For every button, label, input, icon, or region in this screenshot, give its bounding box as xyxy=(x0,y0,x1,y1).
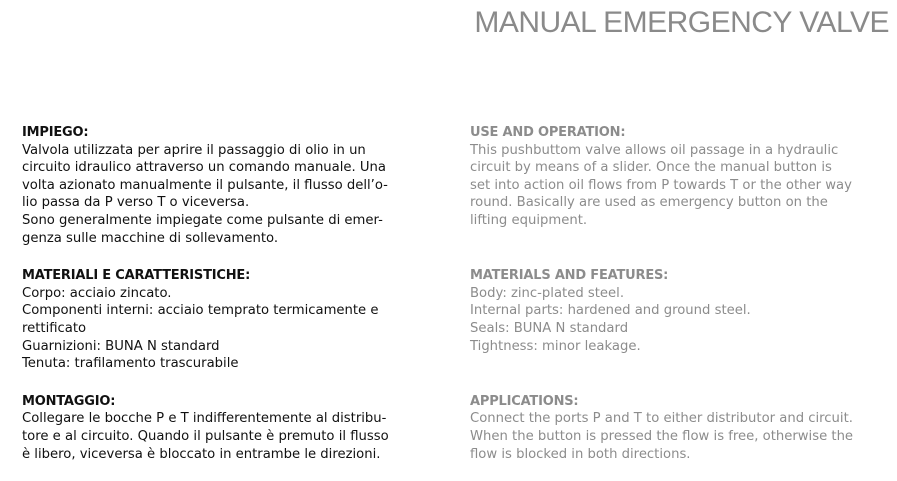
section-materiali xyxy=(22,267,422,373)
text-line: lio passa da P verso T o viceversa. xyxy=(22,195,250,211)
section-applications xyxy=(470,393,880,463)
english-column xyxy=(470,124,880,463)
text-line: When the button is pressed the flow is free, otherwise the xyxy=(470,428,854,444)
text-line: Guarnizioni: BUNA N standard xyxy=(22,338,220,354)
section-title: MATERIALS AND FEATURES: xyxy=(470,268,669,284)
page-title: MANUAL EMERGENCY VALVE xyxy=(474,6,889,39)
section-title: MATERIALI E CARATTERISTICHE: xyxy=(22,268,251,284)
text-line: Corpo: acciaio zincato. xyxy=(22,285,172,301)
section-materials-and-features xyxy=(470,267,880,373)
section-use-and-operation xyxy=(470,124,880,247)
text-line: tore e al circuito. Quando il pulsante è premuto il flusso xyxy=(22,428,389,444)
text-line: Collegare le bocche P e T indifferentemente al distribu- xyxy=(22,411,387,427)
text-line: Valvola utilizzata per aprire il passaggio di olio in un xyxy=(22,142,366,158)
text-line: set into action oil flows from P towards T or the other way xyxy=(470,177,852,193)
text-line: Componenti interni: acciaio temprato termicamente e xyxy=(22,303,379,319)
section-title: APPLICATIONS: xyxy=(470,393,579,409)
section-title: MONTAGGIO: xyxy=(22,393,116,409)
text-line: circuit by means of a slider. Once the manual button is xyxy=(470,160,832,176)
text-line: Internal parts: hardened and ground steel. xyxy=(470,303,751,319)
text-line: Sono generalmente impiegate come pulsante di emer- xyxy=(22,212,383,228)
section-title: USE AND OPERATION: xyxy=(470,125,626,140)
italian-column xyxy=(22,124,422,463)
text-line: è libero, viceversa è bloccato in entrambe le direzioni. xyxy=(22,446,381,462)
text-line-spacer xyxy=(470,355,880,373)
text-line: genza sulle macchine di sollevamento. xyxy=(22,230,279,246)
text-line-spacer xyxy=(470,230,880,248)
text-line: rettificato xyxy=(22,320,87,336)
text-line: flow is blocked in both directions. xyxy=(470,446,691,462)
text-line: This pushbuttom valve allows oil passage in a hydraulic xyxy=(470,142,839,158)
text-line: lifting equipment. xyxy=(470,212,588,228)
text-line: circuito idraulico attraverso un comando manuale. Una xyxy=(22,160,387,176)
text-line: volta azionato manualmente il pulsante, il flusso dell’o- xyxy=(22,177,388,193)
text-line: round. Basically are used as emergency button on the xyxy=(470,195,828,211)
section-title: IMPIEGO: xyxy=(22,125,89,140)
section-montaggio xyxy=(22,393,422,463)
text-line: Tenuta: trafilamento trascurabile xyxy=(22,356,239,372)
text-line: Seals: BUNA N standard xyxy=(470,320,629,336)
text-line: Connect the ports P and T to either distributor and circuit. xyxy=(470,411,853,427)
text-line: Body: zinc-plated steel. xyxy=(470,285,625,301)
text-line: Tightness: minor leakage. xyxy=(470,338,641,354)
section-impiego xyxy=(22,124,422,247)
